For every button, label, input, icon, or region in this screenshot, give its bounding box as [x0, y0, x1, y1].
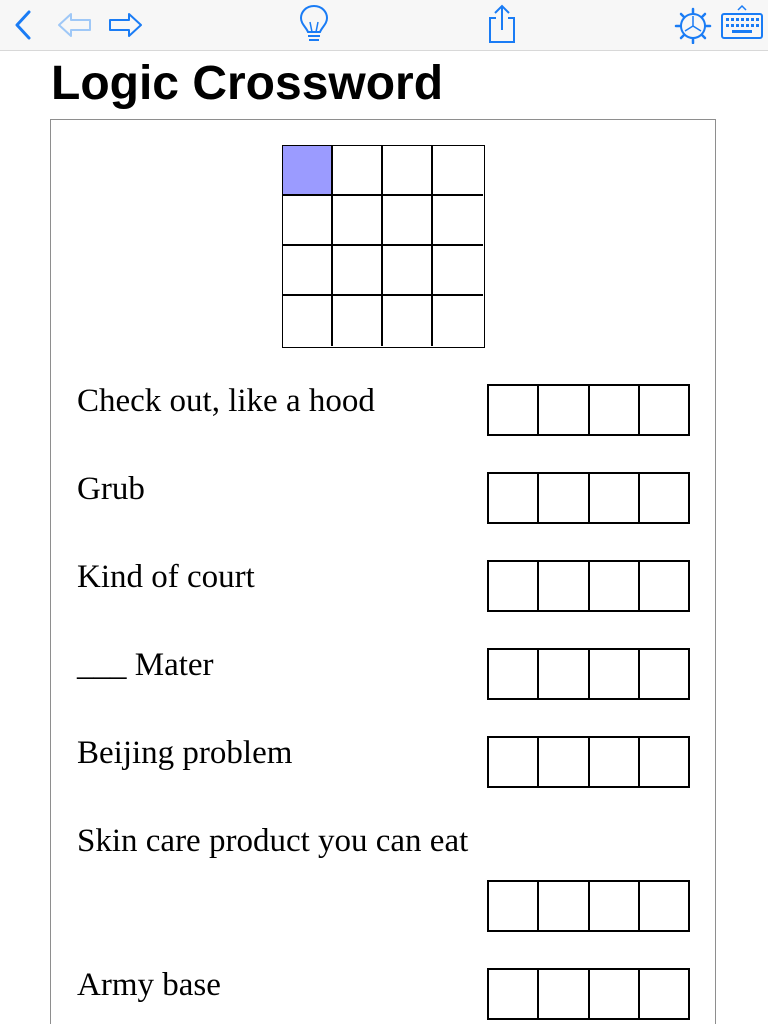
- answer-letter-box[interactable]: [489, 562, 539, 610]
- clue-text: Check out, like a hood: [77, 383, 375, 419]
- grid-cell[interactable]: [383, 296, 433, 346]
- answer-row: [487, 648, 690, 700]
- grid-cell[interactable]: [283, 246, 333, 296]
- answer-row: [487, 384, 690, 436]
- grid-cell[interactable]: [383, 196, 433, 246]
- answer-letter-box[interactable]: [539, 386, 589, 434]
- answer-letter-box[interactable]: [590, 970, 640, 1018]
- answer-row: [487, 736, 690, 788]
- answer-letter-box[interactable]: [539, 562, 589, 610]
- lightbulb-icon[interactable]: [296, 4, 332, 44]
- answer-row: [487, 472, 690, 524]
- chevron-left-icon[interactable]: [8, 4, 38, 44]
- answer-letter-box[interactable]: [489, 474, 539, 522]
- answer-letter-box[interactable]: [640, 650, 688, 698]
- grid-cell[interactable]: [333, 196, 383, 246]
- answer-letter-box[interactable]: [640, 970, 688, 1018]
- grid-cell[interactable]: [433, 246, 483, 296]
- share-icon[interactable]: [484, 4, 520, 44]
- answer-letter-box[interactable]: [640, 474, 688, 522]
- grid-cell[interactable]: [383, 246, 433, 296]
- answer-letter-box[interactable]: [489, 650, 539, 698]
- answer-letter-box[interactable]: [590, 738, 640, 786]
- clue-text: ___ Mater: [77, 647, 214, 683]
- top-toolbar: [0, 0, 768, 51]
- answer-letter-box[interactable]: [640, 882, 688, 930]
- grid-cell[interactable]: [433, 196, 483, 246]
- answer-letter-box[interactable]: [489, 386, 539, 434]
- redo-arrow-icon[interactable]: [106, 4, 144, 44]
- answer-letter-box[interactable]: [489, 738, 539, 786]
- answer-letter-box[interactable]: [640, 386, 688, 434]
- answer-letter-box[interactable]: [539, 970, 589, 1018]
- clue-text: Army base: [77, 967, 221, 1003]
- clue-text: Skin care product you can eat: [77, 823, 469, 859]
- grid-cell[interactable]: [383, 146, 433, 196]
- answer-letter-box[interactable]: [590, 474, 640, 522]
- grid-cell[interactable]: [283, 146, 333, 196]
- keyboard-icon[interactable]: [720, 4, 764, 44]
- answer-letter-box[interactable]: [539, 882, 589, 930]
- grid-cell[interactable]: [433, 146, 483, 196]
- crossword-grid: [282, 145, 485, 348]
- clue-text: Grub: [77, 471, 145, 507]
- grid-cell[interactable]: [283, 196, 333, 246]
- answer-letter-box[interactable]: [539, 650, 589, 698]
- grid-cell[interactable]: [283, 296, 333, 346]
- answer-letter-box[interactable]: [590, 882, 640, 930]
- answer-letter-box[interactable]: [489, 882, 539, 930]
- answer-letter-box[interactable]: [590, 386, 640, 434]
- grid-cell[interactable]: [333, 296, 383, 346]
- answer-row: [487, 968, 690, 1020]
- clue-text: Beijing problem: [77, 735, 293, 771]
- answer-letter-box[interactable]: [539, 738, 589, 786]
- undo-arrow-icon[interactable]: [56, 4, 94, 44]
- answer-letter-box[interactable]: [489, 970, 539, 1018]
- page-title: Logic Crossword: [51, 57, 444, 110]
- answer-letter-box[interactable]: [640, 738, 688, 786]
- grid-cell[interactable]: [333, 246, 383, 296]
- answer-row: [487, 560, 690, 612]
- answer-row: [487, 880, 690, 932]
- settings-gear-icon[interactable]: [673, 4, 713, 44]
- clue-text: Kind of court: [77, 559, 255, 595]
- answer-letter-box[interactable]: [590, 562, 640, 610]
- grid-cell[interactable]: [333, 146, 383, 196]
- grid-cell[interactable]: [433, 296, 483, 346]
- answer-letter-box[interactable]: [539, 474, 589, 522]
- answer-letter-box[interactable]: [640, 562, 688, 610]
- answer-letter-box[interactable]: [590, 650, 640, 698]
